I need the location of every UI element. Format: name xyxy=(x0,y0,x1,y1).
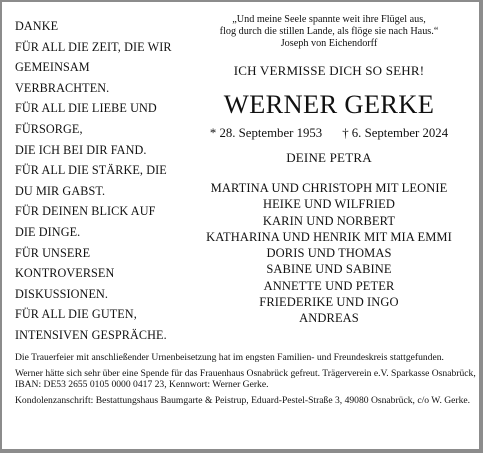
poem-line: FÜR ALL DIE STÄRKE, DIE xyxy=(15,163,167,178)
signoff: DEINE PETRA xyxy=(286,150,372,165)
poem-line: FÜR ALL DIE GUTEN, xyxy=(15,307,137,322)
deceased-name: WERNER GERKE xyxy=(223,89,435,119)
family-member: ANDREAS xyxy=(299,311,359,326)
life-dates xyxy=(184,125,474,141)
notice-footer xyxy=(15,352,477,410)
family-member: DORIS UND THOMAS xyxy=(266,246,392,261)
family-member: FRIEDERIKE UND INGO xyxy=(259,295,399,310)
poem-line: FÜR ALL DIE ZEIT, DIE WIR xyxy=(15,39,172,54)
miss-you-heading: ICH VERMISSE DICH SO SEHR! xyxy=(233,63,425,78)
poem-line: INTENSIVEN GESPRÄCHE. xyxy=(15,327,167,342)
poem-line: DANKE xyxy=(15,19,59,33)
condolence-address: Kondolenzanschrift: Bestattungshaus Baumgarte & Peistrup, Eduard-Pestel-Straße 3, 49080 Osnabrück, c/o W. Gerke. xyxy=(15,394,471,406)
poem-line: FÜR DEINEN BLICK AUF xyxy=(15,204,156,219)
quote-author: Joseph von Eichendorff xyxy=(280,38,378,49)
memorial-column xyxy=(184,14,474,327)
poem-line: FÜR UNSERE xyxy=(15,245,91,260)
poem-line: DIE DINGE. xyxy=(15,224,81,239)
family-list xyxy=(184,180,474,327)
poem-line: KONTROVERSEN xyxy=(15,266,115,281)
poem-line: DU MIR GABST. xyxy=(15,183,106,198)
family-member: KARIN UND NORBERT xyxy=(262,213,396,228)
ceremony-note: Die Trauerfeier mit anschließender Urnenbeisetzung hat im engsten Familien- und Freundeskreis stattgefunden. xyxy=(15,352,444,363)
death-date: † 6. September 2024 xyxy=(342,126,449,140)
poem-line: DISKUSSIONEN. xyxy=(15,286,109,301)
birth-date: * 28. September 1953 xyxy=(209,126,323,140)
poem-line: GEMEINSAM xyxy=(15,60,90,75)
thank-you-poem xyxy=(15,16,187,346)
family-member: ANNETTE UND PETER xyxy=(263,278,395,293)
quote-line: flog durch die stillen Lande, als flöge sie nach Haus.“ xyxy=(219,26,439,37)
family-member: KATHARINA UND HENRIK MIT MIA EMMI xyxy=(206,229,452,244)
poem-line: FÜR ALL DIE LIEBE UND xyxy=(15,101,157,116)
family-member: SABINE UND SABINE xyxy=(266,262,392,277)
donation-note: Werner hätte sich sehr über eine Spende für das Frauenhaus Osnabrück gefreut. Trägerverein e.V. Sparkasse Osnabrück, IBAN: DE53 2655 0105 0000 0417 23, Kennwort: Werner Gerke. xyxy=(15,367,476,391)
poem-line: FÜRSORGE, xyxy=(15,121,83,136)
family-member: MARTINA UND CHRISTOPH MIT LEONIE xyxy=(210,181,448,195)
quote-line: „Und meine Seele spannte weit ihre Flügel aus, xyxy=(232,14,426,25)
family-member: HEIKE UND WILFRIED xyxy=(262,197,396,212)
poem-line: DIE ICH BEI DIR FAND. xyxy=(15,142,147,157)
poem-line: VERBRACHTEN. xyxy=(15,80,110,95)
